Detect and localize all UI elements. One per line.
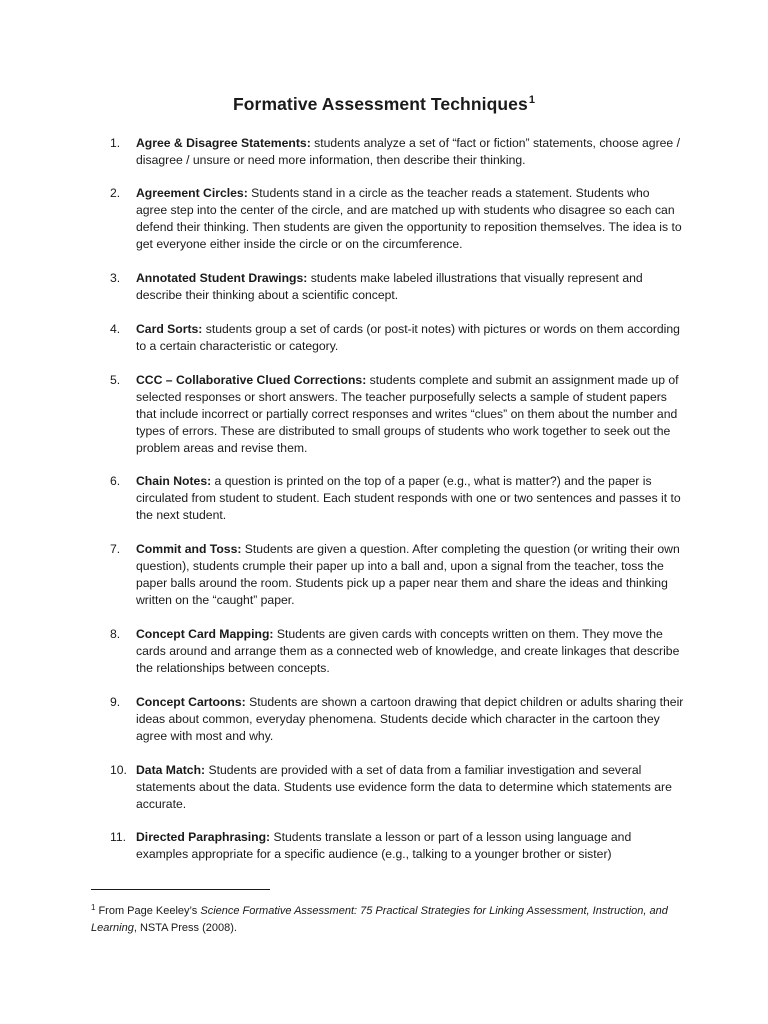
item-number: 4. bbox=[110, 322, 121, 336]
item-term: Chain Notes: bbox=[136, 474, 212, 488]
item-number: 5. bbox=[110, 373, 121, 387]
item-text: Students stand in a circle as the teacher reads a statement. Students who agree step into the center of the circle, and are matched up with students who disagree so each can defend their thinking. Then students are given the opportunity to reposition themselves. The idea is to get everyone either inside the circle or on the circumference. bbox=[136, 186, 682, 251]
item-number: 1. bbox=[110, 136, 121, 150]
item-term: Agree & Disagree Statements: bbox=[136, 136, 311, 150]
item-term: Commit and Toss: bbox=[136, 542, 242, 556]
item-text: Students are shown a cartoon drawing that depict children or adults sharing their ideas about common, everyday phenomena. Students decide which character in the cartoon they agree with most and why. bbox=[136, 695, 684, 743]
item-body bbox=[136, 829, 684, 863]
page-title-text: Formative Assessment Techniques bbox=[232, 94, 528, 114]
footnote-mark: 1 bbox=[91, 903, 96, 912]
item-term: Agreement Circles: bbox=[136, 186, 248, 200]
item-term: Concept Cartoons: bbox=[136, 695, 246, 709]
item-body bbox=[136, 321, 684, 355]
item-text: Students are given cards with concepts written on them. They move the cards around and arrange them as a connected web of knowledge, and create linkages that describe the relationships between concepts. bbox=[136, 627, 680, 675]
item-number: 11. bbox=[110, 830, 127, 844]
item-text: Students translate a lesson or part of a lesson using language and examples appropriate for a specific audience (e.g., talking to a younger brother or sister) bbox=[136, 830, 632, 861]
item-number: 6. bbox=[110, 474, 121, 488]
item-text: Students are given a question. After completing the question (or writing their own question), students crumple their paper up into a ball and, upon a signal from the teacher, toss the paper balls around the room. Students pick up a paper near them and share the ideas and thinking written on the “caught” paper. bbox=[136, 542, 680, 607]
item-body bbox=[136, 372, 684, 457]
item-number: 9. bbox=[110, 695, 121, 709]
item-term: Concept Card Mapping: bbox=[136, 627, 274, 641]
item-body bbox=[136, 541, 684, 609]
item-body bbox=[136, 473, 684, 524]
item-text: Students are provided with a set of data from a familiar investigation and several statements about the data. Students use evidence form the data to determine which statements are accurate. bbox=[136, 763, 672, 811]
item-term: CCC – Collaborative Clued Corrections: bbox=[136, 373, 367, 387]
item-text: students complete and submit an assignment made up of selected responses or short answers. The teacher purposefully selects a sample of student papers that include incorrect or partially correct responses and writes “clues” on them about the number and types of errors. These are distributed to small groups of students who work together to seek out the problem areas and revise them. bbox=[136, 373, 679, 455]
footnote-suffix: , NSTA Press (2008). bbox=[133, 922, 237, 934]
item-body bbox=[136, 626, 684, 677]
footnote-prefix: From Page Keeley’s bbox=[98, 905, 201, 917]
item-number: 2. bbox=[110, 186, 121, 200]
page-title bbox=[0, 94, 768, 115]
item-term: Directed Paraphrasing: bbox=[136, 830, 271, 844]
footnote-divider bbox=[91, 889, 270, 890]
item-number: 3. bbox=[110, 271, 121, 285]
item-body bbox=[136, 185, 684, 253]
item-body bbox=[136, 694, 684, 745]
title-footnote-mark: 1 bbox=[528, 94, 536, 106]
item-term: Card Sorts: bbox=[136, 322, 203, 336]
footnote-book-title: Science Formative Assessment: 75 Practical Strategies for Linking Assessment, Instruction, and Learning bbox=[91, 905, 668, 934]
item-number: 8. bbox=[110, 627, 121, 641]
item-text: students group a set of cards (or post-it notes) with pictures or words on them according to a certain characteristic or category. bbox=[136, 322, 680, 353]
item-number: 7. bbox=[110, 542, 121, 556]
item-body bbox=[136, 762, 684, 813]
item-text: students analyze a set of “fact or fiction” statements, choose agree / disagree / unsure or need more information, then describe their thinking. bbox=[136, 136, 680, 167]
item-number: 10. bbox=[110, 763, 127, 777]
item-body bbox=[136, 270, 684, 304]
footnote bbox=[91, 899, 691, 937]
item-body bbox=[136, 135, 684, 169]
item-term: Data Match: bbox=[136, 763, 206, 777]
item-text: students make labeled illustrations that visually represent and describe their thinking about a scientific concept. bbox=[136, 271, 643, 302]
item-term: Annotated Student Drawings: bbox=[136, 271, 308, 285]
item-text: a question is printed on the top of a paper (e.g., what is matter?) and the paper is circulated from student to student. Each student responds with one or two sentences and passes it to the next student. bbox=[136, 474, 681, 522]
